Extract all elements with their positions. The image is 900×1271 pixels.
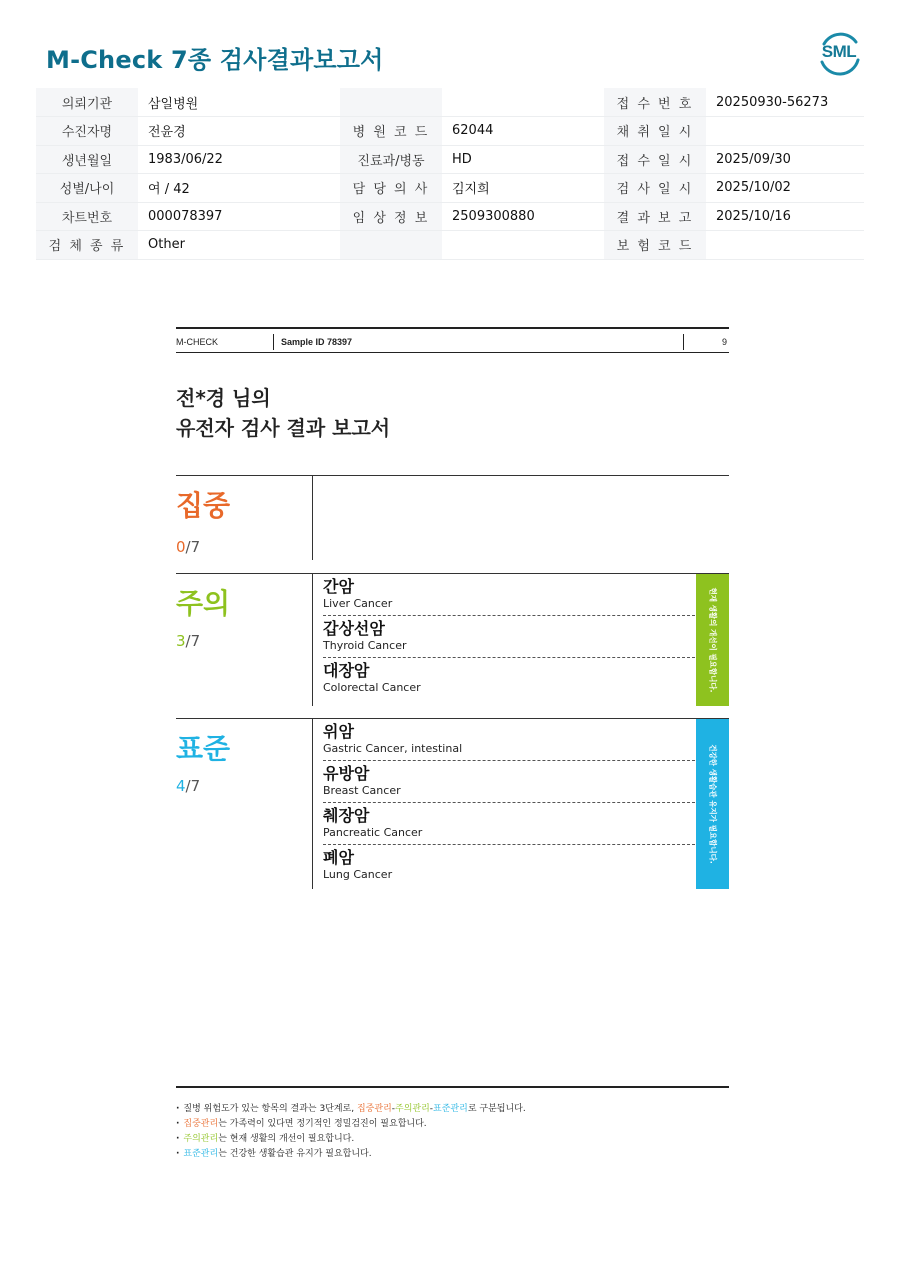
cancer-name-eng: Liver Cancer <box>323 597 393 610</box>
group-name: 주의 <box>176 587 231 620</box>
legend-note <box>176 1147 729 1162</box>
group-items <box>323 719 695 887</box>
cancer-item <box>323 658 695 700</box>
info-row <box>36 145 864 174</box>
cancer-item <box>323 761 695 803</box>
group-count <box>176 538 200 556</box>
sml-logo <box>816 30 862 76</box>
info-label: 진료과/병동 <box>340 145 442 174</box>
cancer-name-kor: 간암 <box>323 577 354 596</box>
info-label: 접 수 번 호 <box>604 88 706 117</box>
note-highlight: 주의관리 <box>395 1104 430 1114</box>
greeting <box>176 383 390 443</box>
info-value: 2025/10/16 <box>706 202 864 231</box>
group-count-value: 4 <box>176 777 186 795</box>
cancer-item <box>323 574 695 616</box>
info-row <box>36 117 864 146</box>
group-count-value: 3 <box>176 632 186 650</box>
note-text: 로 구분됩니다. <box>467 1104 526 1114</box>
info-label: 채 취 일 시 <box>604 117 706 146</box>
info-label: 병 원 코 드 <box>340 117 442 146</box>
greeting-line-2: 유전자 검사 결과 보고서 <box>176 416 391 440</box>
info-value: 2025/09/30 <box>706 145 864 174</box>
group-summary <box>176 476 313 560</box>
note-highlight: 표준관리 <box>183 1149 219 1159</box>
info-value <box>706 231 864 260</box>
sheet-header <box>176 327 729 353</box>
legend-note <box>176 1132 729 1147</box>
group-name: 집중 <box>176 489 231 522</box>
info-value: HD <box>442 145 604 174</box>
note-highlight: 표준관리 <box>433 1104 468 1114</box>
info-value: 000078397 <box>138 202 340 231</box>
risk-group-2 <box>176 573 729 706</box>
patient-info-table <box>36 88 864 260</box>
info-value: 전윤경 <box>138 117 340 146</box>
info-value <box>442 231 604 260</box>
side-banner-text: 현재 생활의 개선이 필요합니다. <box>708 587 717 693</box>
info-label: 결 과 보 고 <box>604 202 706 231</box>
info-value: 2025/10/02 <box>706 174 864 203</box>
info-label: 의뢰기관 <box>36 88 138 117</box>
note-highlight: 주의관리 <box>183 1134 219 1144</box>
group-count <box>176 632 200 650</box>
greeting-line-1: 전*경 님의 <box>176 386 271 410</box>
result-sheet <box>176 327 729 881</box>
note-highlight: 집중관리 <box>183 1119 219 1129</box>
note-highlight: 집중관리 <box>356 1104 392 1114</box>
info-value: 삼일병원 <box>138 88 340 117</box>
header-divider <box>273 334 274 350</box>
note-text: 질병 위험도가 있는 항목의 결과는 3단계로, <box>183 1104 357 1114</box>
group-name: 표준 <box>176 732 231 765</box>
legend-note <box>176 1117 729 1132</box>
group-count-total: /7 <box>185 538 201 556</box>
note-text: 는 가족력이 있다면 정기적인 정밀검진이 필요합니다. <box>218 1119 427 1129</box>
sample-id: Sample ID 78397 <box>281 337 353 347</box>
group-count-total: /7 <box>185 777 201 795</box>
info-label: 검 사 일 시 <box>604 174 706 203</box>
cancer-name-eng: Pancreatic Cancer <box>323 826 423 839</box>
info-label: 차트번호 <box>36 202 138 231</box>
side-banner-text: 건강한 생활습관 유지가 필요합니다. <box>708 744 717 864</box>
info-value: 20250930-56273 <box>706 88 864 117</box>
info-label <box>340 231 442 260</box>
cancer-name-kor: 폐암 <box>323 848 354 867</box>
info-value: 김지희 <box>442 174 604 203</box>
group-summary <box>176 719 313 889</box>
legend-notes <box>176 1102 729 1162</box>
cancer-name-eng: Gastric Cancer, intestinal <box>323 742 463 755</box>
info-value: 2509300880 <box>442 202 604 231</box>
header-divider <box>683 334 684 350</box>
note-text: 는 현재 생활의 개선이 필요합니다. <box>218 1134 355 1144</box>
info-label: 생년월일 <box>36 145 138 174</box>
info-row <box>36 88 864 117</box>
info-value <box>706 117 864 146</box>
info-row <box>36 202 864 231</box>
group-count-total: /7 <box>185 632 201 650</box>
note-text: - <box>429 1104 434 1114</box>
info-label: 접 수 일 시 <box>604 145 706 174</box>
info-label: 수진자명 <box>36 117 138 146</box>
legend-note <box>176 1102 729 1117</box>
group-side-banner <box>696 719 729 889</box>
cancer-name-kor: 유방암 <box>323 764 370 783</box>
info-value: Other <box>138 231 340 260</box>
info-row <box>36 174 864 203</box>
info-label: 성별/나이 <box>36 174 138 203</box>
info-label: 담 당 의 사 <box>340 174 442 203</box>
info-value: 여 / 42 <box>138 174 340 203</box>
info-label: 보 험 코 드 <box>604 231 706 260</box>
info-value: 1983/06/22 <box>138 145 340 174</box>
note-text: - <box>391 1104 396 1114</box>
cancer-item <box>323 845 695 887</box>
group-count <box>176 777 200 795</box>
cancer-item <box>323 719 695 761</box>
cancer-name-eng: Lung Cancer <box>323 868 393 881</box>
report-title: M-Check 7종 검사결과보고서 <box>46 46 384 74</box>
sheet-brand: M-CHECK <box>176 337 218 347</box>
info-label: 검 체 종 류 <box>36 231 138 260</box>
group-summary <box>176 574 313 706</box>
cancer-name-kor: 갑상선암 <box>323 619 385 638</box>
info-row <box>36 231 864 260</box>
footer-divider <box>176 1086 729 1088</box>
cancer-name-kor: 위암 <box>323 722 354 741</box>
group-side-banner <box>696 574 729 706</box>
cancer-item <box>323 803 695 845</box>
cancer-item <box>323 616 695 658</box>
info-value <box>442 88 604 117</box>
cancer-name-eng: Breast Cancer <box>323 784 401 797</box>
group-items <box>323 574 695 700</box>
info-value: 62044 <box>442 117 604 146</box>
info-label: 임 상 정 보 <box>340 202 442 231</box>
group-count-value: 0 <box>176 538 186 556</box>
risk-group-1 <box>176 475 729 560</box>
cancer-name-eng: Thyroid Cancer <box>323 639 407 652</box>
cancer-name-eng: Colorectal Cancer <box>323 681 421 694</box>
note-text: 는 건강한 생활습관 유지가 필요합니다. <box>218 1149 372 1159</box>
page-number: 9 <box>721 337 727 347</box>
info-label <box>340 88 442 117</box>
risk-group-3 <box>176 718 729 889</box>
logo-text: SML <box>821 42 857 61</box>
cancer-name-kor: 대장암 <box>323 661 370 680</box>
cancer-name-kor: 췌장암 <box>323 806 370 825</box>
